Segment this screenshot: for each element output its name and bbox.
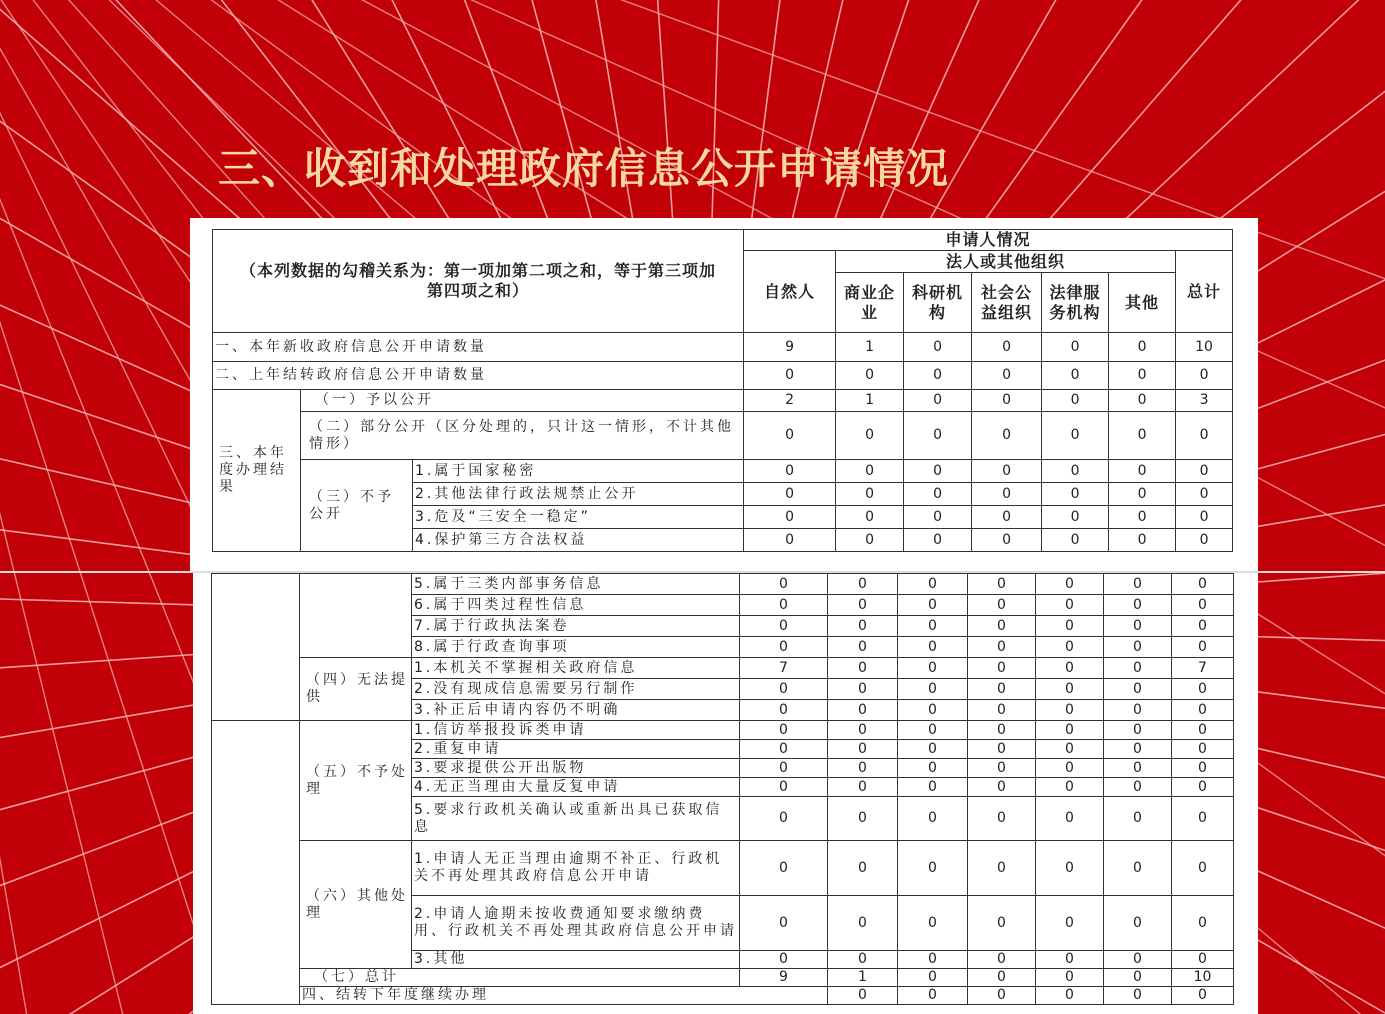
value-cell: 0 — [1172, 797, 1234, 841]
value-cell: 0 — [898, 896, 968, 951]
value-cell: 0 — [1042, 412, 1109, 460]
value-cell: 0 — [968, 759, 1036, 778]
row-label: 3.要求提供公开出版物 — [412, 759, 740, 778]
value-cell: 0 — [1042, 460, 1109, 483]
value-cell: 0 — [968, 969, 1036, 987]
value-cell: 0 — [1036, 778, 1104, 797]
value-cell: 0 — [744, 529, 836, 552]
group-label: （四）无法提供 — [300, 658, 412, 721]
value-cell: 0 — [740, 778, 828, 797]
row-label: 7.属于行政执法案卷 — [412, 616, 740, 637]
value-cell: 0 — [1104, 740, 1172, 759]
value-cell: 0 — [898, 797, 968, 841]
value-cell: 0 — [1172, 759, 1234, 778]
value-cell: 0 — [904, 483, 972, 506]
group-label: （三）不予公开 — [301, 460, 413, 552]
value-cell: 0 — [1176, 506, 1233, 529]
value-cell: 0 — [1042, 483, 1109, 506]
value-cell: 0 — [740, 595, 828, 616]
value-cell: 0 — [836, 529, 904, 552]
value-cell: 0 — [1176, 412, 1233, 460]
value-cell: 0 — [904, 460, 972, 483]
value-cell: 0 — [972, 460, 1042, 483]
value-cell: 0 — [898, 987, 968, 1005]
value-cell: 0 — [898, 574, 968, 595]
panel-gap — [0, 571, 1385, 573]
value-cell: 0 — [836, 506, 904, 529]
section-continuation — [212, 574, 300, 721]
value-cell: 0 — [744, 483, 836, 506]
value-cell: 0 — [898, 740, 968, 759]
row-label: 6.属于四类过程性信息 — [412, 595, 740, 616]
value-cell: 0 — [1172, 616, 1234, 637]
value-cell: 0 — [898, 721, 968, 740]
row-label: 2.其他法律行政法规禁止公开 — [413, 483, 744, 506]
value-cell: 2 — [744, 390, 836, 412]
value-cell: 0 — [904, 529, 972, 552]
section-label: 三、本年度办理结果 — [213, 390, 301, 552]
value-cell: 0 — [898, 759, 968, 778]
value-cell: 0 — [1109, 412, 1176, 460]
value-cell: 0 — [1172, 700, 1234, 721]
value-cell: 0 — [968, 637, 1036, 658]
header-applicant: 申请人情况 — [744, 230, 1233, 251]
value-cell: 0 — [968, 658, 1036, 679]
value-cell: 0 — [972, 362, 1042, 390]
value-cell: 1 — [836, 333, 904, 362]
table-row — [212, 841, 1234, 896]
value-cell: 0 — [968, 740, 1036, 759]
value-cell: 0 — [1172, 679, 1234, 700]
value-cell: 0 — [898, 616, 968, 637]
header-research: 科研机构 — [904, 273, 972, 333]
value-cell: 0 — [1109, 333, 1176, 362]
value-cell: 0 — [740, 700, 828, 721]
value-cell: 0 — [968, 679, 1036, 700]
row-label: 3.危及“三安全一稳定” — [413, 506, 744, 529]
header-legal: 法律服务机构 — [1042, 273, 1109, 333]
value-cell: 0 — [1036, 658, 1104, 679]
table-note: （本列数据的勾稽关系为：第一项加第二项之和，等于第三项加第四项之和） — [213, 230, 744, 333]
value-cell: 0 — [968, 841, 1036, 896]
value-cell: 0 — [1042, 333, 1109, 362]
value-cell: 0 — [898, 951, 968, 969]
value-cell: 0 — [740, 637, 828, 658]
value-cell: 0 — [972, 506, 1042, 529]
value-cell: 0 — [898, 700, 968, 721]
value-cell: 0 — [1172, 637, 1234, 658]
value-cell: 0 — [904, 412, 972, 460]
value-cell: 0 — [836, 483, 904, 506]
value-cell: 0 — [828, 658, 898, 679]
value-cell: 9 — [740, 969, 828, 987]
value-cell: 0 — [1172, 951, 1234, 969]
value-cell: 0 — [828, 637, 898, 658]
value-cell: 0 — [1042, 390, 1109, 412]
value-cell: 0 — [1172, 595, 1234, 616]
row-label: 5.要求行政机关确认或重新出具已获取信息 — [412, 797, 740, 841]
value-cell: 0 — [1036, 721, 1104, 740]
value-cell: 0 — [1104, 759, 1172, 778]
disclosure-table-part1 — [212, 229, 1233, 552]
disclosure-table-part2 — [211, 573, 1234, 1005]
value-cell: 0 — [1109, 529, 1176, 552]
value-cell: 0 — [898, 969, 968, 987]
value-cell: 0 — [836, 412, 904, 460]
value-cell: 0 — [1036, 896, 1104, 951]
value-cell: 0 — [828, 759, 898, 778]
value-cell: 0 — [898, 595, 968, 616]
table-panel-top — [190, 218, 1258, 571]
value-cell: 0 — [740, 759, 828, 778]
value-cell: 0 — [740, 841, 828, 896]
value-cell: 0 — [1109, 460, 1176, 483]
value-cell: 0 — [828, 951, 898, 969]
value-cell: 0 — [968, 595, 1036, 616]
value-cell: 0 — [898, 637, 968, 658]
value-cell: 0 — [968, 700, 1036, 721]
value-cell: 3 — [1176, 390, 1233, 412]
value-cell: 0 — [1104, 969, 1172, 987]
value-cell: 0 — [898, 679, 968, 700]
value-cell: 0 — [1036, 616, 1104, 637]
value-cell: 1 — [828, 969, 898, 987]
value-cell: 0 — [828, 841, 898, 896]
value-cell: 0 — [1172, 721, 1234, 740]
value-cell: 0 — [968, 616, 1036, 637]
value-cell: 0 — [1036, 797, 1104, 841]
header-business: 商业企业 — [836, 273, 904, 333]
value-cell: 0 — [1036, 700, 1104, 721]
group-continuation — [300, 574, 412, 658]
value-cell: 0 — [1104, 951, 1172, 969]
header-legal-entity: 法人或其他组织 — [836, 251, 1176, 273]
value-cell: 0 — [1104, 778, 1172, 797]
value-cell: 10 — [1172, 969, 1234, 987]
row-label: 8.属于行政查询事项 — [412, 637, 740, 658]
row-label: （七）总计 — [300, 969, 740, 987]
value-cell: 0 — [972, 390, 1042, 412]
value-cell: 0 — [972, 529, 1042, 552]
value-cell: 10 — [1176, 333, 1233, 362]
row-label: 2.没有现成信息需要另行制作 — [412, 679, 740, 700]
value-cell: 0 — [1104, 841, 1172, 896]
row-label: 5.属于三类内部事务信息 — [412, 574, 740, 595]
value-cell: 0 — [828, 574, 898, 595]
value-cell: 1 — [836, 390, 904, 412]
value-cell: 0 — [968, 778, 1036, 797]
table-row — [212, 574, 1234, 595]
value-cell: 0 — [1172, 740, 1234, 759]
value-cell: 0 — [1036, 951, 1104, 969]
value-cell: 0 — [828, 987, 898, 1005]
row-label: 二、上年结转政府信息公开申请数量 — [213, 362, 744, 390]
value-cell: 0 — [1104, 987, 1172, 1005]
value-cell: 0 — [1176, 529, 1233, 552]
value-cell: 0 — [1036, 595, 1104, 616]
value-cell: 0 — [1036, 637, 1104, 658]
value-cell: 0 — [1042, 529, 1109, 552]
value-cell: 0 — [1036, 740, 1104, 759]
table-row — [213, 412, 1233, 460]
value-cell: 0 — [1176, 362, 1233, 390]
header-natural-person: 自然人 — [744, 251, 836, 333]
table-row — [212, 987, 1234, 1005]
table-row — [212, 721, 1234, 740]
row-label: 2.重复申请 — [412, 740, 740, 759]
value-cell: 0 — [1042, 506, 1109, 529]
value-cell: 0 — [1036, 574, 1104, 595]
value-cell: 0 — [904, 390, 972, 412]
value-cell: 0 — [740, 679, 828, 700]
value-cell: 0 — [968, 721, 1036, 740]
value-cell: 0 — [740, 574, 828, 595]
value-cell: 0 — [828, 740, 898, 759]
row-label: 一、本年新收政府信息公开申请数量 — [213, 333, 744, 362]
value-cell: 0 — [1036, 679, 1104, 700]
value-cell: 0 — [740, 951, 828, 969]
value-cell: 0 — [1104, 721, 1172, 740]
value-cell: 0 — [972, 483, 1042, 506]
row-label: 1.申请人无正当理由逾期不补正、行政机关不再处理其政府信息公开申请 — [412, 841, 740, 896]
value-cell: 0 — [740, 740, 828, 759]
table-row — [212, 969, 1234, 987]
row-label: （一）予以公开 — [301, 390, 744, 412]
table-row — [213, 460, 1233, 483]
value-cell: 0 — [836, 460, 904, 483]
row-label: 1.信访举报投诉类申请 — [412, 721, 740, 740]
value-cell: 0 — [828, 679, 898, 700]
value-cell: 0 — [828, 595, 898, 616]
value-cell: 0 — [898, 778, 968, 797]
row-label: 3.其他 — [412, 951, 740, 969]
row-label: 4.保护第三方合法权益 — [413, 529, 744, 552]
table-row — [213, 362, 1233, 390]
value-cell: 0 — [972, 412, 1042, 460]
value-cell: 0 — [1172, 987, 1234, 1005]
value-cell: 0 — [740, 896, 828, 951]
value-cell: 0 — [1104, 797, 1172, 841]
value-cell: 0 — [1172, 574, 1234, 595]
value-cell: 0 — [1172, 841, 1234, 896]
table-panel-bottom — [193, 573, 1258, 1014]
value-cell: 0 — [1036, 841, 1104, 896]
value-cell: 0 — [744, 460, 836, 483]
table-row — [213, 333, 1233, 362]
value-cell: 0 — [898, 841, 968, 896]
value-cell: 0 — [968, 951, 1036, 969]
row-label: 1.属于国家秘密 — [413, 460, 744, 483]
row-label: 2.申请人逾期未按收费通知要求缴纳费用、行政机关不再处理其政府信息公开申请 — [412, 896, 740, 951]
value-cell: 0 — [1104, 700, 1172, 721]
value-cell: 7 — [740, 658, 828, 679]
value-cell: 0 — [1109, 483, 1176, 506]
value-cell: 0 — [972, 333, 1042, 362]
value-cell: 0 — [1104, 658, 1172, 679]
value-cell: 0 — [1176, 483, 1233, 506]
value-cell: 0 — [1104, 679, 1172, 700]
value-cell: 9 — [744, 333, 836, 362]
value-cell: 0 — [828, 896, 898, 951]
value-cell: 0 — [828, 616, 898, 637]
value-cell: 0 — [740, 721, 828, 740]
value-cell: 0 — [740, 616, 828, 637]
value-cell: 0 — [1172, 896, 1234, 951]
value-cell: 0 — [1109, 506, 1176, 529]
value-cell: 0 — [968, 574, 1036, 595]
value-cell: 0 — [836, 362, 904, 390]
value-cell: 0 — [904, 362, 972, 390]
value-cell: 0 — [1176, 460, 1233, 483]
value-cell: 0 — [1109, 390, 1176, 412]
background-ray — [0, 0, 62, 1014]
header-total: 总计 — [1176, 251, 1233, 333]
value-cell: 0 — [968, 987, 1036, 1005]
value-cell: 0 — [968, 797, 1036, 841]
value-cell: 0 — [828, 797, 898, 841]
row-label: 4.无正当理由大量反复申请 — [412, 778, 740, 797]
slide-title: 三、收到和处理政府信息公开申请情况 — [218, 144, 950, 193]
header-other: 其他 — [1109, 273, 1176, 333]
group-label: （五）不予处理 — [300, 721, 412, 841]
value-cell: 0 — [744, 412, 836, 460]
value-cell: 0 — [1109, 362, 1176, 390]
value-cell: 0 — [744, 362, 836, 390]
row-label: 四、结转下年度继续办理 — [300, 987, 828, 1005]
value-cell: 0 — [1172, 778, 1234, 797]
value-cell: 0 — [1036, 759, 1104, 778]
value-cell: 0 — [1104, 574, 1172, 595]
value-cell: 0 — [828, 721, 898, 740]
value-cell: 0 — [828, 700, 898, 721]
section-continuation — [212, 721, 300, 1005]
value-cell: 0 — [1036, 969, 1104, 987]
value-cell: 0 — [828, 778, 898, 797]
row-label: 3.补正后申请内容仍不明确 — [412, 700, 740, 721]
value-cell: 7 — [1172, 658, 1234, 679]
value-cell: 0 — [968, 896, 1036, 951]
value-cell: 0 — [1036, 987, 1104, 1005]
group-label: （六）其他处理 — [300, 841, 412, 969]
value-cell: 0 — [1042, 362, 1109, 390]
value-cell: 0 — [1104, 896, 1172, 951]
value-cell: 0 — [904, 506, 972, 529]
value-cell: 0 — [1104, 637, 1172, 658]
row-label: （二）部分公开（区分处理的，只计这一情形，不计其他情形） — [301, 412, 744, 460]
table-row — [213, 390, 1233, 412]
value-cell: 0 — [898, 658, 968, 679]
value-cell: 0 — [1104, 595, 1172, 616]
table-row — [212, 658, 1234, 679]
row-label: 1.本机关不掌握相关政府信息 — [412, 658, 740, 679]
value-cell: 0 — [1104, 616, 1172, 637]
header-social: 社会公益组织 — [972, 273, 1042, 333]
value-cell: 0 — [740, 797, 828, 841]
value-cell: 0 — [744, 506, 836, 529]
value-cell: 0 — [904, 333, 972, 362]
